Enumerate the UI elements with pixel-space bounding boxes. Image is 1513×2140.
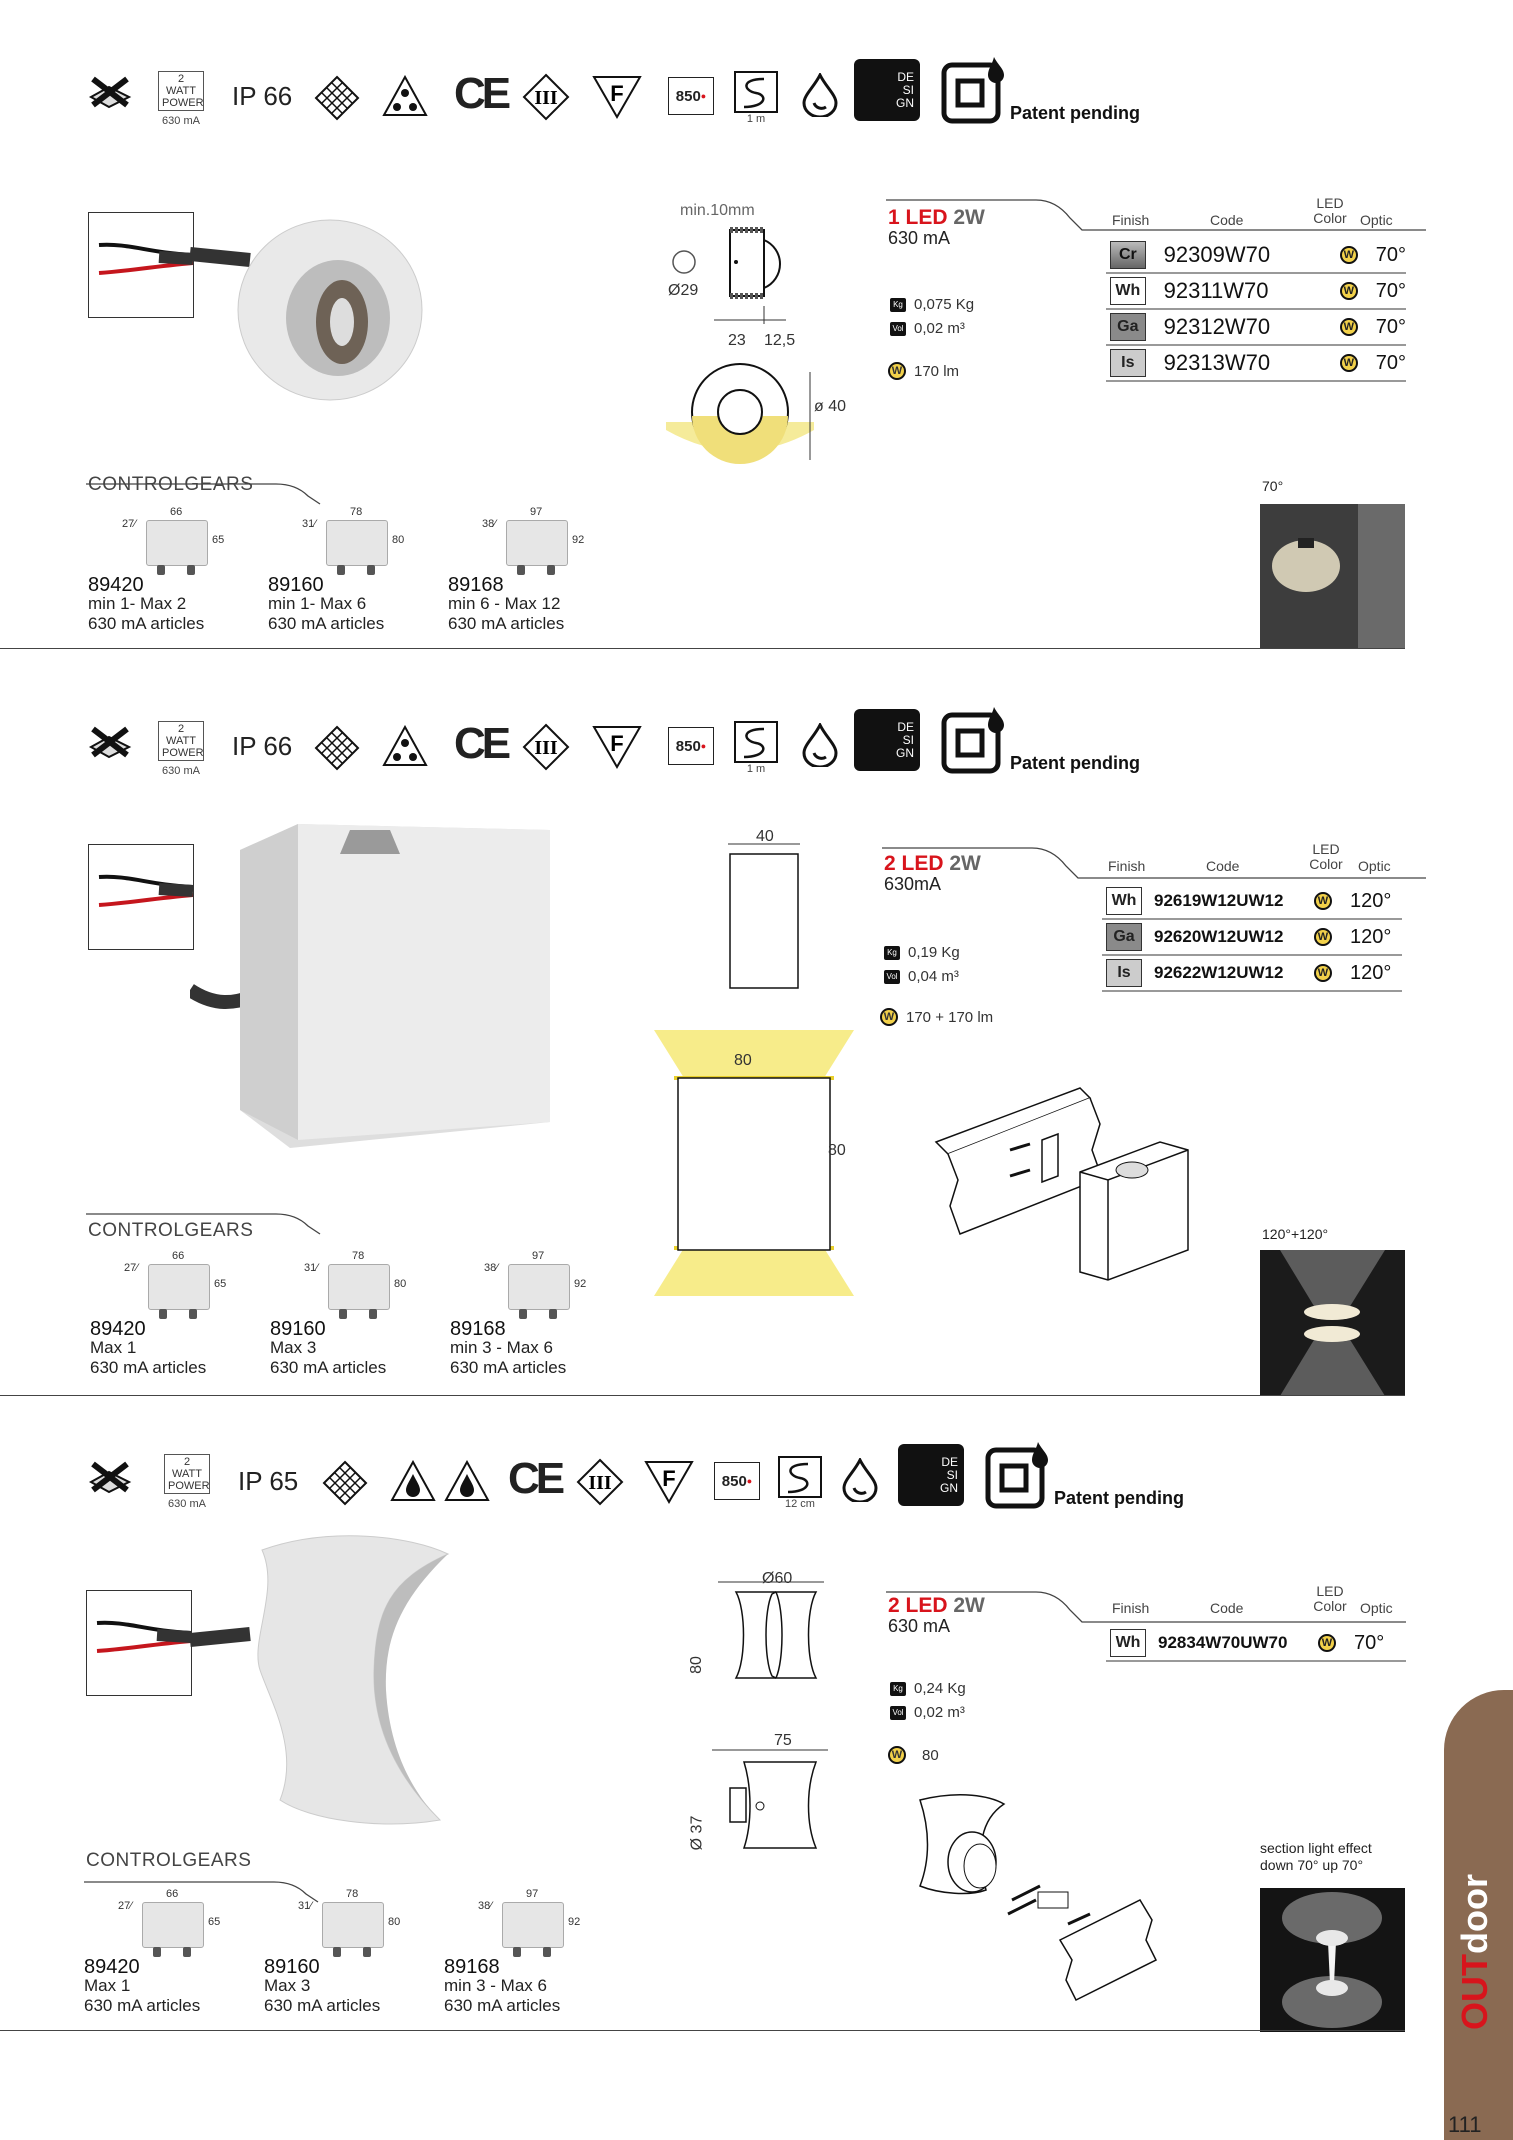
- cable-box: [778, 1456, 822, 1510]
- dim-depth: 38⁄: [482, 518, 497, 530]
- controlgears-title: CONTROLGEARS: [86, 1850, 252, 1871]
- width-label: 80: [734, 1052, 752, 1069]
- power-box: 2 WATT POWER 630 mA: [164, 1454, 210, 1510]
- warm-white-icon: W: [1318, 1634, 1336, 1652]
- cutout-diameter-label: Ø29: [668, 282, 699, 299]
- min-depth-label: min.10mm: [680, 202, 755, 219]
- product-photo-wall-box: [190, 810, 580, 1150]
- controlgear-note: 630 mA articles: [448, 614, 565, 633]
- height-label: 80: [828, 1142, 846, 1159]
- cable-thumbnail-icon: [89, 213, 193, 317]
- terminal-icon: [337, 565, 345, 575]
- optic-angle: 120°: [1350, 889, 1392, 912]
- patent-label: Patent pending: [1010, 753, 1140, 773]
- depth-label: Ø 37: [688, 1815, 706, 1851]
- th-optic: Optic: [1358, 858, 1391, 874]
- optic-angle: 120°: [1350, 961, 1392, 984]
- controlgear-range: Max 3: [270, 1338, 317, 1357]
- controlgear-icon: [146, 520, 208, 566]
- finish-swatch: Ga: [1106, 923, 1142, 951]
- dim-height: 80: [388, 1916, 401, 1928]
- mounting-drawing: [900, 1790, 1160, 2020]
- terminal-icon: [367, 565, 375, 575]
- product-code: 92312W70: [1163, 314, 1271, 339]
- front-light-drawing: [654, 1030, 854, 1296]
- th-code: Code: [1210, 1600, 1244, 1616]
- th-finish: Finish: [1112, 212, 1150, 228]
- cable-length: 12 cm: [785, 1498, 815, 1510]
- dim-depth: 31⁄: [302, 518, 317, 530]
- patent-icon: [940, 55, 1010, 125]
- controlgear-note: 630 mA articles: [444, 1996, 561, 2015]
- controlgear-icon: [328, 1264, 390, 1310]
- dim-width: 66: [170, 506, 183, 518]
- product-photo-recessed-light: [190, 212, 450, 422]
- weight-spec: Kg 0,19 Kg: [884, 944, 960, 961]
- controlgear-item: [90, 1250, 260, 1380]
- controlgears-title: CONTROLGEARS: [88, 1220, 254, 1241]
- product-code: 92620W12UW12: [1154, 927, 1284, 946]
- kelvin-icon: 850 ●: [668, 77, 714, 115]
- top-diameter-label: Ø60: [762, 1570, 793, 1587]
- patent-icon: [940, 705, 1010, 775]
- drops-icon: [382, 75, 428, 117]
- dim-height: 92: [574, 1278, 587, 1290]
- warm-white-icon: W: [888, 1746, 906, 1764]
- warm-white-icon: W: [1314, 964, 1332, 982]
- controlgear-code: 89168: [444, 1956, 500, 1978]
- lumen-spec: W 170 + 170 lm: [880, 1008, 993, 1026]
- ce-mark: CE: [508, 1454, 562, 1503]
- controlgear-note: 630 mA articles: [84, 1996, 201, 2015]
- controlgear-range: Max 1: [84, 1976, 131, 1995]
- side-view-drawing: [710, 1748, 830, 1858]
- controlgear-icon: [506, 520, 568, 566]
- mounting-drawing: [930, 1080, 1220, 1300]
- weight-icon: Kg: [890, 298, 906, 312]
- terminal-icon: [159, 1309, 167, 1319]
- controlgear-range: min 1- Max 6: [268, 594, 367, 613]
- dim-width: 66: [166, 1888, 179, 1900]
- product-section-3: [0, 1400, 1513, 2140]
- depth-label: 23: [728, 332, 746, 349]
- dim-height: 65: [208, 1916, 221, 1928]
- controlgear-item: [448, 506, 618, 636]
- terminal-icon: [519, 1309, 527, 1319]
- svg-text:III: III: [588, 1472, 612, 1494]
- table-row: [1106, 1626, 1406, 1662]
- controlgear-item: [268, 506, 438, 636]
- volume-icon: Vol: [890, 322, 906, 336]
- dim-width: 78: [350, 506, 363, 518]
- controlgear-range: min 3 - Max 6: [450, 1338, 553, 1357]
- dim-depth: 31⁄: [298, 1900, 313, 1912]
- warm-white-icon: W: [1340, 354, 1358, 372]
- volume-icon: Vol: [890, 1706, 906, 1720]
- cable-length: 1 m: [746, 763, 766, 775]
- effect-photo: [1260, 1888, 1405, 2032]
- wiring-thumbnail: [88, 844, 194, 950]
- warm-white-icon: W: [880, 1008, 898, 1026]
- th-code: Code: [1206, 858, 1240, 874]
- terminal-icon: [369, 1309, 377, 1319]
- controlgear-icon: [142, 1902, 204, 1948]
- controlgear-code: 89420: [88, 574, 144, 596]
- f-mark-icon: [592, 75, 642, 119]
- ce-mark: CE: [454, 69, 508, 118]
- terminal-icon: [547, 565, 555, 575]
- finish-swatch: Wh: [1106, 887, 1142, 915]
- optic-angle: 70°: [1375, 279, 1406, 302]
- dim-depth: 38⁄: [478, 1900, 493, 1912]
- warm-white-icon: W: [888, 362, 906, 380]
- product-code: 92311W70: [1163, 278, 1269, 303]
- ce-mark: CE: [454, 719, 508, 768]
- terminal-icon: [183, 1947, 191, 1957]
- ip-rating: IP 65: [238, 1466, 299, 1496]
- product-code: 92313W70: [1163, 350, 1271, 375]
- controlgear-icon: [502, 1902, 564, 1948]
- f-mark-icon: [644, 1460, 694, 1504]
- dim-width: 66: [172, 1250, 185, 1262]
- dim-depth: 27⁄: [118, 1900, 133, 1912]
- controlgear-code: 89168: [448, 574, 504, 596]
- terminal-icon: [513, 1947, 521, 1957]
- grid-diamond-icon: [322, 1460, 368, 1506]
- side-view-drawing: [724, 840, 804, 990]
- table-row: [1106, 274, 1406, 310]
- product-photo-curved-wall-light: [190, 1530, 460, 1830]
- dim-width: 78: [352, 1250, 365, 1262]
- category-label: OUTdoor: [1454, 1874, 1495, 2030]
- front-view-drawing: [660, 362, 820, 468]
- svg-text:F: F: [610, 81, 624, 106]
- terminal-icon: [333, 1947, 341, 1957]
- design-badge: DE SI GN: [898, 1444, 964, 1506]
- controlgear-note: 630 mA articles: [270, 1358, 387, 1377]
- section-divider: [0, 648, 1405, 649]
- drop-triangle-icon-2: [444, 1460, 490, 1502]
- terminal-icon: [339, 1309, 347, 1319]
- th-optic: Optic: [1360, 1600, 1393, 1616]
- terminal-icon: [187, 565, 195, 575]
- table-row: [1102, 920, 1402, 956]
- power-box: 2 WATT POWER 630 mA: [158, 721, 204, 777]
- controlgear-icon: [326, 520, 388, 566]
- led-title: 2 LED 2W: [888, 1594, 985, 1617]
- warm-white-icon: W: [1340, 318, 1358, 336]
- grid-diamond-icon: [314, 75, 360, 121]
- class-iii-icon: [576, 1458, 624, 1506]
- controlgear-note: 630 mA articles: [90, 1358, 207, 1377]
- table-row: [1106, 238, 1406, 274]
- dim-height: 65: [214, 1278, 227, 1290]
- cable-thumbnail-icon: [89, 845, 193, 949]
- design-badge: DE SI GN: [854, 59, 920, 121]
- water-drop-icon: [840, 1458, 880, 1502]
- controlgear-icon: [508, 1264, 570, 1310]
- product-code: 92619W12UW12: [1154, 891, 1284, 910]
- table-row: [1102, 884, 1402, 920]
- dim-depth: 38⁄: [484, 1262, 499, 1274]
- controlgear-code: 89420: [84, 1956, 140, 1978]
- controlgear-note: 630 mA articles: [450, 1358, 567, 1377]
- cable-thumbnail-icon: [87, 1591, 191, 1695]
- volume-spec: Vol 0,02 m³: [890, 320, 965, 337]
- controlgear-item: [84, 1888, 254, 2018]
- weight-spec: Kg 0,24 Kg: [890, 1680, 966, 1697]
- controlgear-range: Max 3: [264, 1976, 311, 1995]
- controlgear-note: 630 mA articles: [88, 614, 205, 633]
- patent-label: Patent pending: [1054, 1488, 1184, 1508]
- table-row: [1106, 310, 1406, 346]
- product-code: 92309W70: [1163, 242, 1271, 267]
- dim-width: 97: [530, 506, 543, 518]
- controlgear-code: 89160: [268, 574, 324, 596]
- dim-width: 97: [532, 1250, 545, 1262]
- th-led-color: LED Color: [1313, 1583, 1347, 1614]
- led-current: 630 mA: [888, 228, 951, 248]
- optic-angle: 70°: [1375, 243, 1406, 266]
- cable-icon: [778, 1456, 822, 1498]
- cable-length: 1 m: [746, 113, 766, 125]
- lumen-spec: W 170 lm: [888, 362, 959, 380]
- warm-white-icon: W: [1340, 246, 1358, 264]
- no-insulation-icon: [87, 75, 133, 109]
- warm-white-icon: W: [1314, 928, 1332, 946]
- page-number: 111: [1448, 2112, 1482, 2137]
- lumen-spec: W 80: [888, 1746, 939, 1764]
- terminal-icon: [543, 1947, 551, 1957]
- ip-rating: IP 66: [232, 81, 293, 111]
- optic-angle: 70°: [1354, 1631, 1385, 1654]
- height-label: 80: [687, 1656, 705, 1674]
- effect-label: section light effect down 70° up 70°: [1260, 1840, 1372, 1873]
- controlgear-range: Max 1: [90, 1338, 137, 1357]
- controlgear-item: [264, 1888, 434, 2018]
- certification-row: [82, 1438, 1202, 1518]
- controlgear-range: min 3 - Max 6: [444, 1976, 547, 1995]
- finish-swatch: Is: [1106, 959, 1142, 987]
- controlgear-note: 630 mA articles: [264, 1996, 381, 2015]
- volume-spec: Vol 0,04 m³: [884, 968, 959, 985]
- kelvin-icon: 850 ●: [714, 1462, 760, 1500]
- product-section-1: [0, 0, 1513, 650]
- controlgear-code: 89168: [450, 1318, 506, 1340]
- svg-text:III: III: [534, 737, 558, 759]
- controlgear-code: 89160: [264, 1956, 320, 1978]
- dim-height: 80: [392, 534, 405, 546]
- finish-swatch: Wh: [1110, 277, 1146, 305]
- drops-icon: [382, 725, 428, 767]
- flange-label: 12,5: [764, 332, 796, 349]
- optic-angle: 70°: [1375, 315, 1406, 338]
- controlgears-title: CONTROLGEARS: [88, 474, 254, 495]
- section-divider: [0, 2030, 1405, 2031]
- dim-depth: 31⁄: [304, 1262, 319, 1274]
- led-title: 2 LED 2W: [884, 852, 981, 875]
- cable-box: [734, 721, 778, 775]
- svg-text:F: F: [610, 731, 624, 756]
- svg-text:F: F: [662, 1466, 676, 1491]
- table-row: [1102, 956, 1402, 992]
- diameter-label: ø 40: [814, 398, 847, 415]
- dim-height: 92: [572, 534, 585, 546]
- cable-icon: [734, 721, 778, 763]
- finish-swatch: Wh: [1110, 1629, 1146, 1657]
- current-label: 630 mA: [162, 115, 200, 127]
- terminal-icon: [517, 565, 525, 575]
- controlgear-range: min 1- Max 2: [88, 594, 187, 613]
- effect-label: 70°: [1262, 478, 1284, 494]
- led-title: 1 LED 2W: [888, 206, 985, 229]
- grid-diamond-icon: [314, 725, 360, 771]
- terminal-icon: [549, 1309, 557, 1319]
- th-finish: Finish: [1112, 1600, 1150, 1616]
- design-badge: DE SI GN: [854, 709, 920, 771]
- controlgear-item: [444, 1888, 614, 2018]
- controlgear-item: [270, 1250, 440, 1380]
- effect-photo: [1260, 1250, 1405, 1396]
- th-optic: Optic: [1360, 212, 1393, 228]
- water-drop-icon: [800, 723, 840, 767]
- wiring-thumbnail: [86, 1590, 192, 1696]
- class-iii-icon: [522, 723, 570, 771]
- controlgear-range: min 6 - Max 12: [448, 594, 561, 613]
- current-label: 630 mA: [162, 765, 200, 777]
- th-finish: Finish: [1108, 858, 1146, 874]
- controlgear-note: 630 mA articles: [268, 614, 385, 633]
- depth-label: 40: [756, 828, 774, 845]
- terminal-icon: [153, 1947, 161, 1957]
- product-code: 92834W70UW70: [1158, 1633, 1288, 1652]
- finish-swatch: Cr: [1110, 241, 1146, 269]
- class-iii-icon: [522, 73, 570, 121]
- recessed-side-drawing: [668, 220, 818, 350]
- product-code: 92622W12UW12: [1154, 963, 1284, 982]
- th-code: Code: [1210, 212, 1244, 228]
- dim-height: 80: [394, 1278, 407, 1290]
- water-drop-icon: [800, 73, 840, 117]
- patent-label: Patent pending: [1010, 103, 1140, 123]
- power-box: 2 WATT POWER 630 mA: [158, 71, 204, 127]
- optic-angle: 70°: [1375, 351, 1406, 374]
- weight-icon: Kg: [884, 946, 900, 960]
- controlgear-code: 89160: [270, 1318, 326, 1340]
- controlgear-code: 89420: [90, 1318, 146, 1340]
- ip-rating: IP 66: [232, 731, 293, 761]
- led-current: 630mA: [884, 874, 942, 894]
- patent-icon: [984, 1440, 1054, 1510]
- drop-triangle-icon: [390, 1460, 436, 1502]
- volume-icon: Vol: [884, 970, 900, 984]
- effect-photo: [1260, 504, 1405, 648]
- no-insulation-icon: [87, 725, 133, 759]
- terminal-icon: [189, 1309, 197, 1319]
- warm-white-icon: W: [1314, 892, 1332, 910]
- certification-row: [82, 55, 1182, 135]
- certification-row: [82, 705, 1182, 785]
- no-insulation-icon: [87, 1460, 133, 1494]
- table-row: [1106, 346, 1406, 382]
- f-mark-icon: [592, 725, 642, 769]
- dim-depth: 27⁄: [122, 518, 137, 530]
- product-section-2: [0, 650, 1513, 1400]
- finish-swatch: Ga: [1110, 313, 1146, 341]
- optic-angle: 120°: [1350, 925, 1392, 948]
- effect-label: 120°+120°: [1262, 1226, 1329, 1242]
- dim-width: 97: [526, 1888, 539, 1900]
- th-led-color: LED Color: [1313, 195, 1347, 226]
- terminal-icon: [363, 1947, 371, 1957]
- current-label: 630 mA: [168, 1498, 206, 1510]
- th-led-color: LED Color: [1309, 841, 1343, 872]
- section-divider: [0, 1395, 1405, 1396]
- width-label: 75: [774, 1732, 792, 1749]
- warm-white-icon: W: [1340, 282, 1358, 300]
- dim-height: 65: [212, 534, 225, 546]
- finish-swatch: Is: [1110, 349, 1146, 377]
- led-current: 630 mA: [888, 1616, 951, 1636]
- volume-spec: Vol 0,02 m³: [890, 1704, 965, 1721]
- weight-spec: Kg 0,075 Kg: [890, 296, 974, 313]
- cable-icon: [734, 71, 778, 113]
- dim-depth: 27⁄: [124, 1262, 139, 1274]
- front-view-drawing: [716, 1580, 826, 1688]
- controlgear-item: [88, 506, 258, 636]
- controlgear-icon: [322, 1902, 384, 1948]
- terminal-icon: [157, 565, 165, 575]
- controlgear-icon: [148, 1264, 210, 1310]
- dim-width: 78: [346, 1888, 359, 1900]
- cable-box: [734, 71, 778, 125]
- weight-icon: Kg: [890, 1682, 906, 1696]
- controlgear-item: [450, 1250, 620, 1380]
- svg-text:III: III: [534, 87, 558, 109]
- dim-height: 92: [568, 1916, 581, 1928]
- kelvin-icon: 850 ●: [668, 727, 714, 765]
- wiring-thumbnail: [88, 212, 194, 318]
